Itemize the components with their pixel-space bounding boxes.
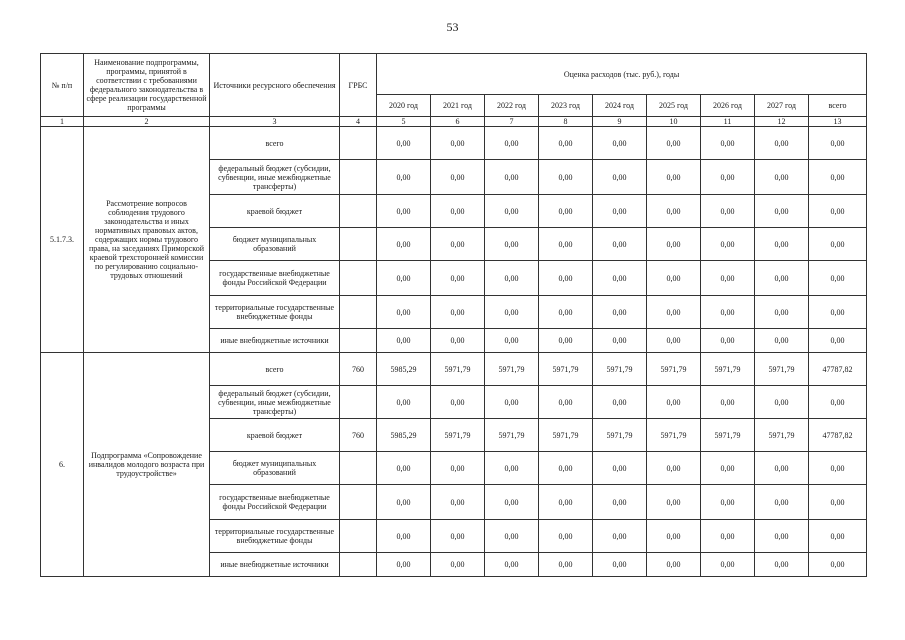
- funding-source: территориальные государственные внебюджетные фонды: [210, 520, 340, 553]
- funding-source: государственные внебюджетные фонды Российской Федерации: [210, 485, 340, 520]
- year-value: 0,00: [431, 386, 485, 419]
- year-value: 0,00: [593, 228, 647, 261]
- funding-source: бюджет муниципальных образований: [210, 452, 340, 485]
- year-value: 0,00: [539, 386, 593, 419]
- year-value: 0,00: [377, 127, 431, 160]
- year-value: 0,00: [539, 520, 593, 553]
- year-value: 5971,79: [539, 353, 593, 386]
- year-value: 0,00: [593, 452, 647, 485]
- year-value: 0,00: [701, 485, 755, 520]
- year-value: 0,00: [701, 127, 755, 160]
- column-number: 6: [431, 117, 485, 127]
- year-value: 0,00: [755, 485, 809, 520]
- year-value: 5971,79: [647, 353, 701, 386]
- year-value: 0,00: [539, 261, 593, 296]
- year-value: 0,00: [755, 160, 809, 195]
- total-value: 0,00: [809, 520, 867, 553]
- year-value: 5971,79: [431, 353, 485, 386]
- year-value: 0,00: [431, 228, 485, 261]
- year-value: 0,00: [647, 160, 701, 195]
- grbs-code: [340, 520, 377, 553]
- year-value: 0,00: [431, 160, 485, 195]
- year-value: 0,00: [647, 553, 701, 577]
- grbs-code: [340, 195, 377, 228]
- year-value: 5971,79: [701, 419, 755, 452]
- funding-source: краевой бюджет: [210, 419, 340, 452]
- total-value: 0,00: [809, 261, 867, 296]
- table-header: [41, 54, 867, 127]
- year-value: 0,00: [377, 296, 431, 329]
- grbs-code: [340, 228, 377, 261]
- section-number: 6.: [41, 353, 84, 577]
- grbs-code: [340, 296, 377, 329]
- section-name: Рассмотрение вопросов соблюдения трудового законодательства и иных нормативных правовых актов, содержащих нормы трудового права, на заседаниях Приморской краевой трехсторонней комиссии по регулированию социально-трудовых отношений: [84, 127, 210, 353]
- year-value: 0,00: [539, 296, 593, 329]
- year-value: 5971,79: [485, 353, 539, 386]
- column-number: 11: [701, 117, 755, 127]
- year-value: 0,00: [593, 296, 647, 329]
- year-value: 0,00: [431, 520, 485, 553]
- header-year: всего: [809, 95, 867, 117]
- year-value: 0,00: [431, 329, 485, 353]
- grbs-code: [340, 127, 377, 160]
- year-value: 0,00: [755, 127, 809, 160]
- year-value: 0,00: [539, 228, 593, 261]
- year-value: 0,00: [485, 160, 539, 195]
- header-name: Наименование подпрограммы, программы, принятой в соответствии с требованиями федерального законодательства в сфере реализации государственной программы: [84, 54, 210, 117]
- total-value: 47787,82: [809, 419, 867, 452]
- page-number: 53: [446, 20, 459, 34]
- header-num: № п/п: [41, 54, 84, 117]
- year-value: 0,00: [377, 553, 431, 577]
- year-value: 0,00: [701, 520, 755, 553]
- section-number: 5.1.7.3.: [41, 127, 84, 353]
- year-value: 0,00: [377, 228, 431, 261]
- year-value: 0,00: [755, 296, 809, 329]
- total-value: 0,00: [809, 485, 867, 520]
- column-number: 13: [809, 117, 867, 127]
- column-number: 8: [539, 117, 593, 127]
- year-value: 5985,29: [377, 353, 431, 386]
- column-number: 2: [84, 117, 210, 127]
- year-value: 0,00: [701, 296, 755, 329]
- total-value: 0,00: [809, 452, 867, 485]
- year-value: 0,00: [647, 386, 701, 419]
- year-value: 0,00: [701, 452, 755, 485]
- grbs-code: 760: [340, 419, 377, 452]
- header-year: 2023 год: [539, 95, 593, 117]
- year-value: 0,00: [485, 452, 539, 485]
- year-value: 0,00: [377, 329, 431, 353]
- column-number: 10: [647, 117, 701, 127]
- year-value: 0,00: [377, 485, 431, 520]
- funding-source: всего: [210, 353, 340, 386]
- year-value: 0,00: [431, 296, 485, 329]
- year-value: 0,00: [647, 485, 701, 520]
- year-value: 5971,79: [755, 353, 809, 386]
- column-number: 7: [485, 117, 539, 127]
- header-year: 2027 год: [755, 95, 809, 117]
- column-number: 9: [593, 117, 647, 127]
- year-value: 0,00: [485, 386, 539, 419]
- funding-source: государственные внебюджетные фонды Российской Федерации: [210, 261, 340, 296]
- year-value: 0,00: [485, 485, 539, 520]
- funding-source: иные внебюджетные источники: [210, 329, 340, 353]
- total-value: 0,00: [809, 160, 867, 195]
- year-value: 0,00: [431, 485, 485, 520]
- funding-source: всего: [210, 127, 340, 160]
- year-value: 5985,29: [377, 419, 431, 452]
- year-value: 5971,79: [593, 353, 647, 386]
- grbs-code: 760: [340, 353, 377, 386]
- year-value: 0,00: [377, 160, 431, 195]
- year-value: 0,00: [755, 553, 809, 577]
- funding-source: краевой бюджет: [210, 195, 340, 228]
- year-value: 0,00: [593, 160, 647, 195]
- year-value: 0,00: [701, 386, 755, 419]
- table-body: [41, 127, 867, 577]
- year-value: 0,00: [755, 228, 809, 261]
- year-value: 0,00: [485, 329, 539, 353]
- year-value: 0,00: [485, 195, 539, 228]
- header-year: 2020 год: [377, 95, 431, 117]
- total-value: 47787,82: [809, 353, 867, 386]
- year-value: 5971,79: [647, 419, 701, 452]
- grbs-code: [340, 261, 377, 296]
- year-value: 0,00: [539, 485, 593, 520]
- funding-source: федеральный бюджет (субсидии, субвенции, иные межбюджетные трансферты): [210, 386, 340, 419]
- year-value: 0,00: [593, 386, 647, 419]
- total-value: 0,00: [809, 553, 867, 577]
- year-value: 0,00: [431, 127, 485, 160]
- year-value: 0,00: [377, 520, 431, 553]
- year-value: 0,00: [701, 228, 755, 261]
- year-value: 0,00: [647, 195, 701, 228]
- year-value: 0,00: [755, 329, 809, 353]
- year-value: 0,00: [377, 386, 431, 419]
- header-source: Источники ресурсного обеспечения: [210, 54, 340, 117]
- year-value: 0,00: [593, 485, 647, 520]
- year-value: 5971,79: [755, 419, 809, 452]
- total-value: 0,00: [809, 127, 867, 160]
- year-value: 0,00: [701, 329, 755, 353]
- year-value: 0,00: [377, 195, 431, 228]
- funding-source: федеральный бюджет (субсидии, субвенции, иные межбюджетные трансферты): [210, 160, 340, 195]
- column-number: 1: [41, 117, 84, 127]
- year-value: 0,00: [485, 553, 539, 577]
- header-year: 2025 год: [647, 95, 701, 117]
- year-value: 0,00: [539, 160, 593, 195]
- year-value: 0,00: [485, 520, 539, 553]
- total-value: 0,00: [809, 228, 867, 261]
- year-value: 0,00: [701, 553, 755, 577]
- year-value: 0,00: [593, 261, 647, 296]
- year-value: 0,00: [593, 553, 647, 577]
- year-value: 0,00: [539, 127, 593, 160]
- year-value: 0,00: [647, 127, 701, 160]
- total-value: 0,00: [809, 329, 867, 353]
- year-value: 5971,79: [701, 353, 755, 386]
- year-value: 5971,79: [431, 419, 485, 452]
- total-value: 0,00: [809, 386, 867, 419]
- year-value: 0,00: [701, 195, 755, 228]
- grbs-code: [340, 386, 377, 419]
- year-value: 0,00: [593, 329, 647, 353]
- year-value: 0,00: [539, 452, 593, 485]
- year-value: 0,00: [647, 329, 701, 353]
- grbs-code: [340, 329, 377, 353]
- header-column-numbers-row: [41, 117, 867, 127]
- column-number: 3: [210, 117, 340, 127]
- total-value: 0,00: [809, 195, 867, 228]
- total-value: 0,00: [809, 296, 867, 329]
- grbs-code: [340, 553, 377, 577]
- table-row: [41, 127, 867, 160]
- year-value: 0,00: [755, 195, 809, 228]
- year-value: 0,00: [539, 329, 593, 353]
- year-value: 0,00: [647, 452, 701, 485]
- year-value: 0,00: [701, 160, 755, 195]
- year-value: 0,00: [647, 261, 701, 296]
- header-estimate: Оценка расходов (тыс. руб.), годы: [377, 54, 867, 95]
- year-value: 0,00: [485, 296, 539, 329]
- year-value: 0,00: [431, 553, 485, 577]
- year-value: 0,00: [431, 195, 485, 228]
- year-value: 0,00: [647, 296, 701, 329]
- year-value: 0,00: [485, 127, 539, 160]
- grbs-code: [340, 160, 377, 195]
- section-name: Подпрограмма «Сопровождение инвалидов молодого возраста при трудоустройстве»: [84, 353, 210, 577]
- year-value: 0,00: [377, 261, 431, 296]
- year-value: 0,00: [647, 520, 701, 553]
- year-value: 0,00: [539, 195, 593, 228]
- header-year: 2024 год: [593, 95, 647, 117]
- year-value: 0,00: [485, 261, 539, 296]
- header-grbs: ГРБС: [340, 54, 377, 117]
- year-value: 0,00: [539, 553, 593, 577]
- year-value: 0,00: [431, 452, 485, 485]
- funding-source: территориальные государственные внебюджетные фонды: [210, 296, 340, 329]
- year-value: 0,00: [593, 520, 647, 553]
- header-year: 2026 год: [701, 95, 755, 117]
- year-value: 0,00: [755, 520, 809, 553]
- column-number: 12: [755, 117, 809, 127]
- year-value: 0,00: [755, 261, 809, 296]
- year-value: 0,00: [755, 386, 809, 419]
- year-value: 0,00: [485, 228, 539, 261]
- year-value: 0,00: [593, 195, 647, 228]
- budget-table: [40, 53, 867, 577]
- table-row: [41, 353, 867, 386]
- year-value: 5971,79: [539, 419, 593, 452]
- grbs-code: [340, 452, 377, 485]
- year-value: 0,00: [431, 261, 485, 296]
- grbs-code: [340, 485, 377, 520]
- year-value: 5971,79: [593, 419, 647, 452]
- funding-source: иные внебюджетные источники: [210, 553, 340, 577]
- column-number: 4: [340, 117, 377, 127]
- year-value: 0,00: [755, 452, 809, 485]
- header-year: 2021 год: [431, 95, 485, 117]
- year-value: 0,00: [593, 127, 647, 160]
- header-year: 2022 год: [485, 95, 539, 117]
- funding-source: бюджет муниципальных образований: [210, 228, 340, 261]
- year-value: 5971,79: [485, 419, 539, 452]
- year-value: 0,00: [701, 261, 755, 296]
- column-number: 5: [377, 117, 431, 127]
- year-value: 0,00: [647, 228, 701, 261]
- year-value: 0,00: [377, 452, 431, 485]
